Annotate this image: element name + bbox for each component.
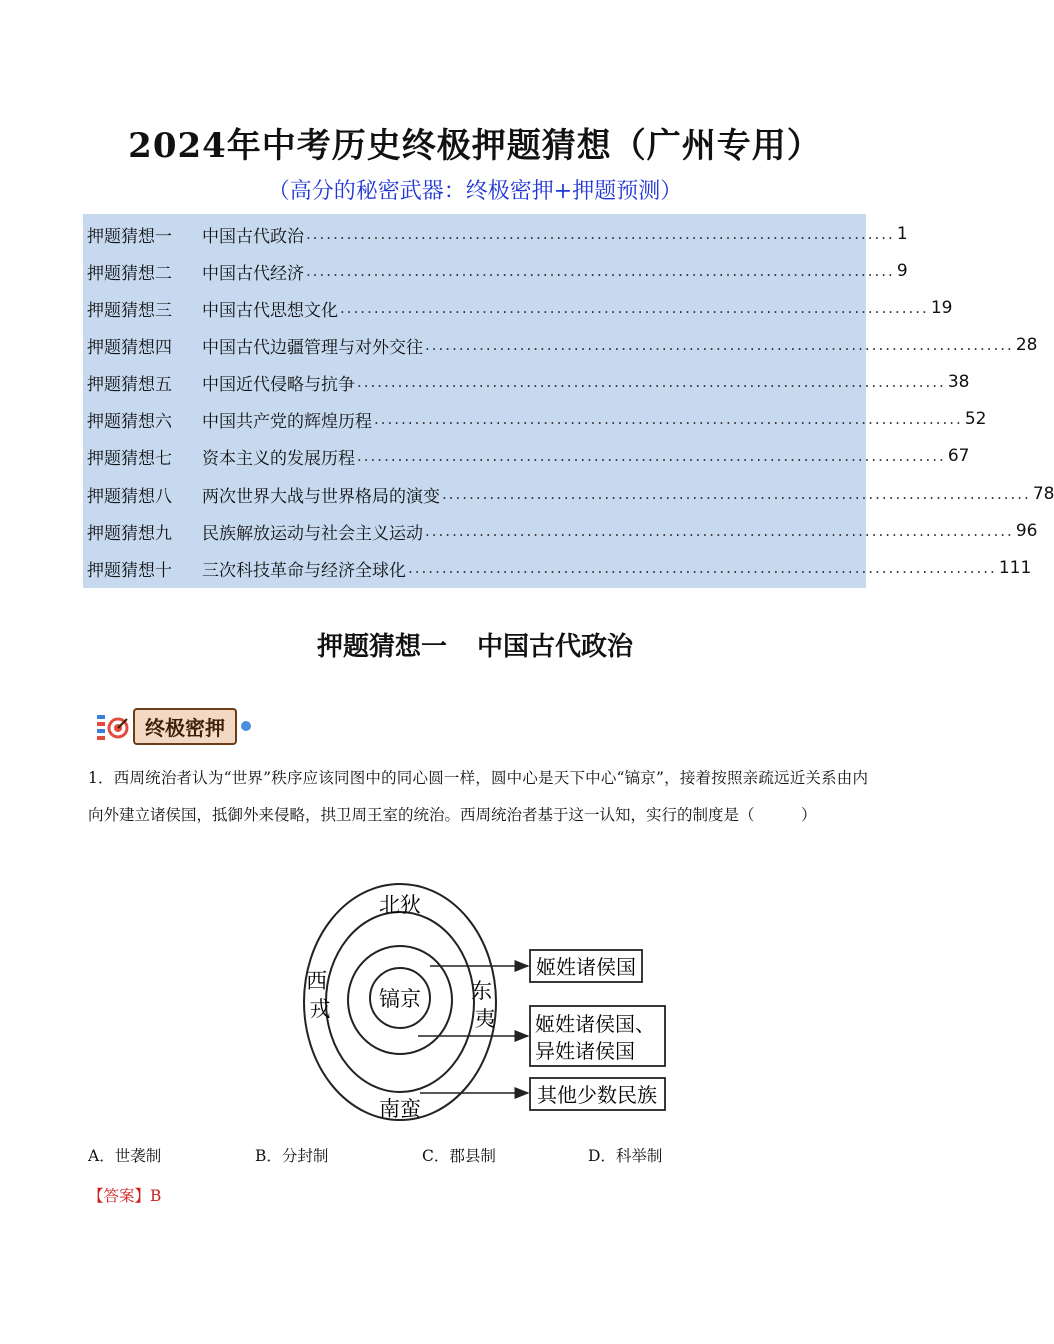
document-subtitle: （高分的秘密武器：终极密押+押题预测） bbox=[267, 179, 683, 204]
toc-title: 中国古代思想文化 bbox=[202, 300, 338, 321]
toc-page: 1 bbox=[896, 224, 908, 244]
section-badge bbox=[95, 706, 251, 746]
toc-page: 67 bbox=[947, 446, 970, 466]
label-west bbox=[306, 969, 334, 1021]
toc-key: 押题猜想十 bbox=[87, 560, 172, 581]
toc-row[interactable] bbox=[87, 553, 1032, 583]
label-east-chars: 东 bbox=[471, 979, 493, 1003]
label-east-chars: 夷 bbox=[474, 1007, 496, 1031]
toc-leader-dots: ....................................................................................... bbox=[425, 522, 1014, 540]
toc-key: 押题猜想八 bbox=[87, 486, 172, 507]
toc-key: 押题猜想三 bbox=[87, 300, 172, 321]
toc-leader-dots: ....................................................................................... bbox=[442, 485, 1031, 503]
toc-leader-dots: ....................................................................................... bbox=[357, 447, 946, 465]
toc-key: 押题猜想九 bbox=[87, 523, 172, 544]
label-west-chars: 西 bbox=[306, 969, 328, 993]
toc-leader-dots: ....................................................................................... bbox=[306, 225, 895, 243]
question-text: 1．西周统治者认为“世界”秩序应该同图中的同心圆一样，圆中心是天下中心“镐京”，接着按照亲疏远近关系由内向外建立诸侯国，抵御外来侵略，拱卫周王室的统治。西周统治者基于这一认知，实行的制度是（ ） bbox=[88, 769, 868, 824]
toc-title: 民族解放运动与社会主义运动 bbox=[202, 523, 423, 544]
label-south: 南蛮 bbox=[379, 1097, 421, 1121]
toc-row[interactable] bbox=[87, 330, 1038, 360]
toc-row[interactable] bbox=[87, 479, 1054, 509]
option-a[interactable]: A．世袭制 bbox=[88, 1147, 162, 1165]
toc-title: 中国古代经济 bbox=[202, 263, 304, 284]
section-title: 中国古代政治 bbox=[477, 632, 634, 662]
target-icon bbox=[95, 709, 129, 743]
toc-row[interactable] bbox=[87, 293, 953, 323]
label-west-chars: 戎 bbox=[309, 997, 331, 1021]
concentric-diagram bbox=[300, 876, 680, 1130]
option-c[interactable]: C．郡县制 bbox=[422, 1147, 496, 1165]
toc-row[interactable] bbox=[87, 516, 1038, 546]
toc-leader-dots: ....................................................................................... bbox=[357, 373, 946, 391]
toc-key: 押题猜想五 bbox=[87, 374, 172, 395]
toc-leader-dots: ....................................................................................... bbox=[425, 336, 1014, 354]
toc-page: 96 bbox=[1015, 521, 1038, 541]
section-heading bbox=[0, 626, 950, 663]
box-1-label: 姬姓诸侯国 bbox=[536, 955, 636, 979]
toc-title: 两次世界大战与世界格局的演变 bbox=[202, 486, 440, 507]
option-d[interactable]: D．科举制 bbox=[588, 1147, 663, 1165]
toc-key: 押题猜想四 bbox=[87, 337, 172, 358]
option-b[interactable]: B．分封制 bbox=[255, 1147, 329, 1165]
toc-page: 28 bbox=[1015, 335, 1038, 355]
toc-key: 押题猜想二 bbox=[87, 263, 172, 284]
answer-label: 【答案】 bbox=[88, 1187, 151, 1205]
toc-key: 押题猜想一 bbox=[87, 226, 172, 247]
document-title: 2024年中考历史终极押题猜想（广州专用） bbox=[128, 126, 822, 166]
toc-leader-dots: ....................................................................................... bbox=[374, 410, 963, 428]
box-2-label-line1: 姬姓诸侯国、 bbox=[535, 1012, 655, 1036]
toc-title: 三次科技革命与经济全球化 bbox=[202, 560, 406, 581]
toc-page: 38 bbox=[947, 372, 970, 392]
toc-row[interactable] bbox=[87, 367, 970, 397]
answer-value: B bbox=[150, 1187, 162, 1205]
label-north: 北狄 bbox=[379, 893, 421, 917]
badge-label: 终极密押 bbox=[133, 708, 237, 745]
toc-title: 中国共产党的辉煌历程 bbox=[202, 411, 372, 432]
toc-title: 中国近代侵略与抗争 bbox=[202, 374, 355, 395]
toc-leader-dots: ....................................................................................... bbox=[340, 299, 929, 317]
section-key: 押题猜想一 bbox=[316, 632, 447, 662]
toc-page: 78 bbox=[1032, 484, 1054, 504]
badge-dot bbox=[241, 721, 251, 731]
answer-line bbox=[88, 1184, 161, 1206]
toc-row[interactable] bbox=[87, 441, 970, 471]
toc-row[interactable] bbox=[87, 219, 908, 249]
toc-row[interactable] bbox=[87, 404, 987, 434]
toc-page: 9 bbox=[896, 261, 908, 281]
toc-title: 中国古代政治 bbox=[202, 226, 304, 247]
box-2-label-line2: 异姓诸侯国 bbox=[535, 1039, 635, 1063]
box-3-label: 其他少数民族 bbox=[537, 1083, 657, 1107]
toc-page: 19 bbox=[930, 298, 953, 318]
toc-title: 资本主义的发展历程 bbox=[202, 448, 355, 469]
toc-key: 押题猜想六 bbox=[87, 411, 172, 432]
toc-title: 中国古代边疆管理与对外交往 bbox=[202, 337, 423, 358]
toc-leader-dots: ....................................................................................... bbox=[408, 559, 997, 577]
toc-page: 111 bbox=[998, 558, 1032, 578]
label-center: 镐京 bbox=[379, 987, 421, 1011]
label-east bbox=[471, 979, 499, 1031]
toc-key: 押题猜想七 bbox=[87, 448, 172, 469]
toc-page: 52 bbox=[964, 409, 987, 429]
toc-leader-dots: ....................................................................................... bbox=[306, 262, 895, 280]
table-of-contents bbox=[83, 214, 1054, 588]
toc-row[interactable] bbox=[87, 256, 908, 286]
